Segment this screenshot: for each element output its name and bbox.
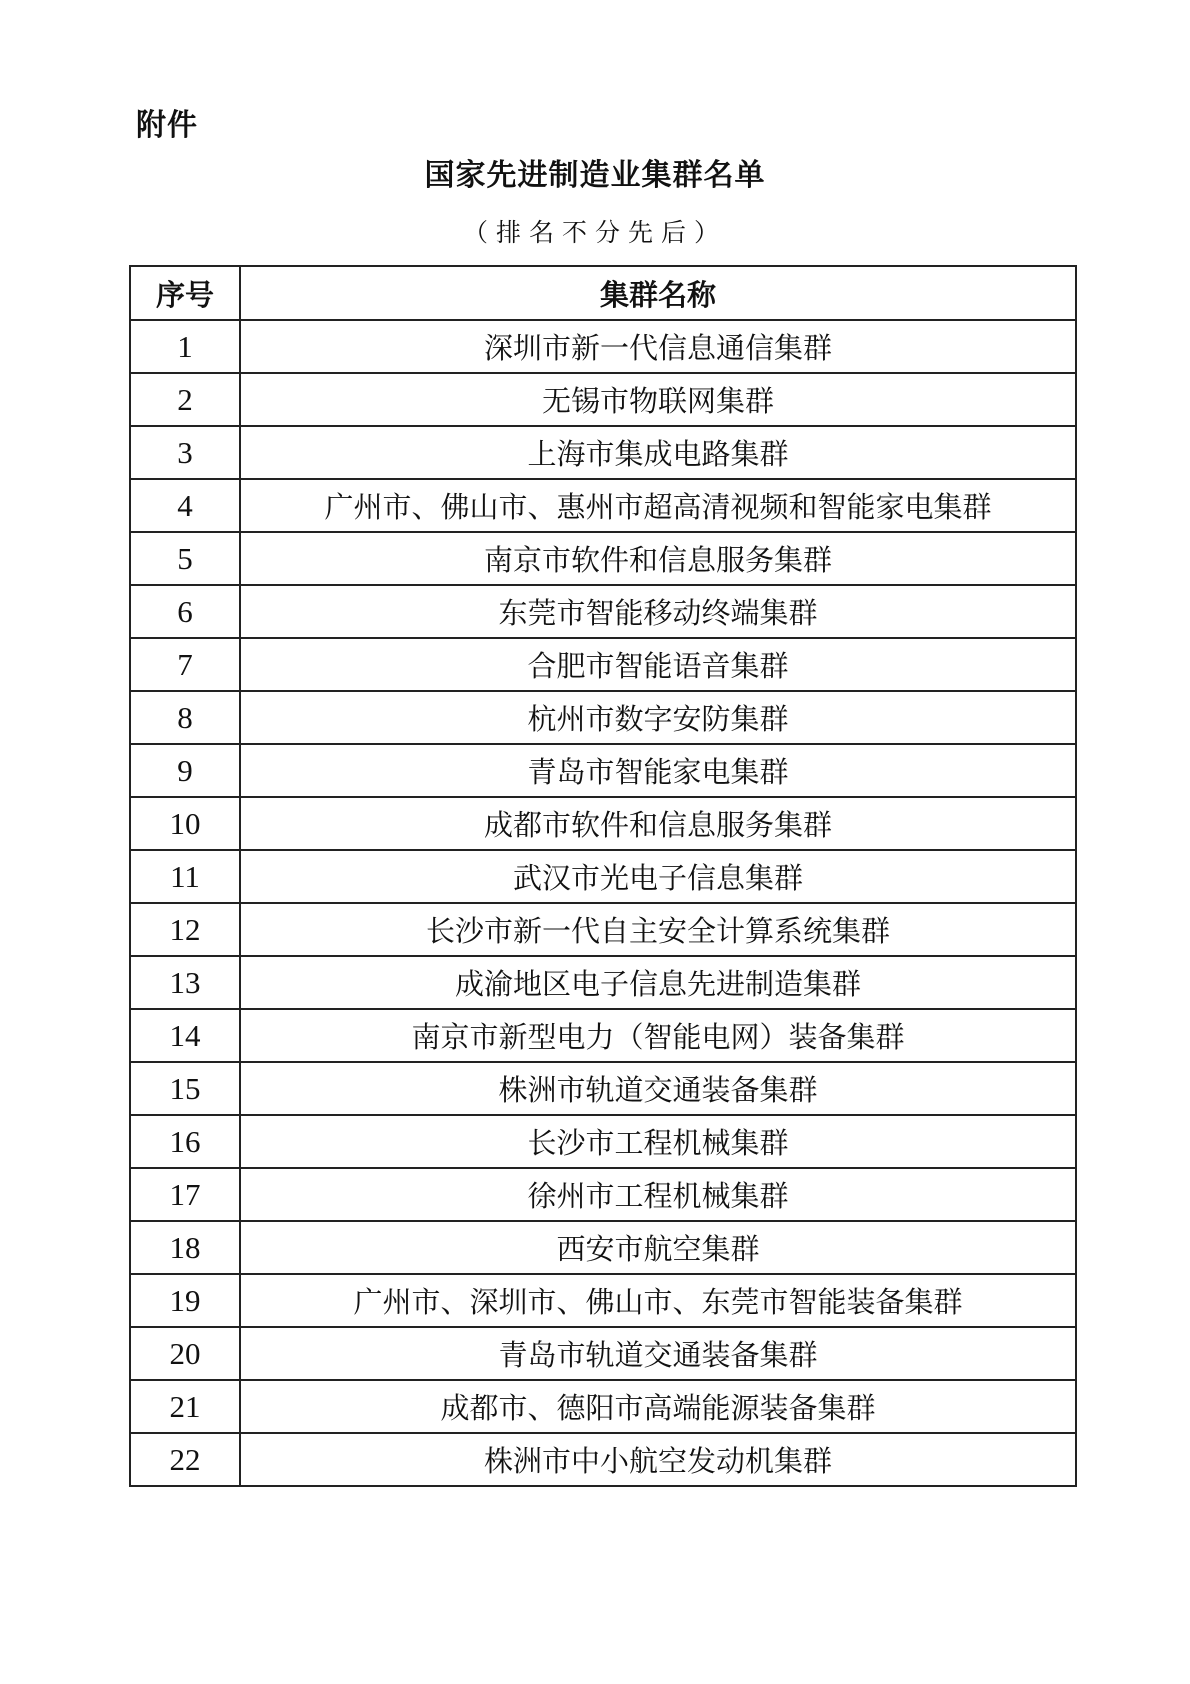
- cluster-name: 青岛市轨道交通装备集群: [240, 1327, 1076, 1380]
- table-row: [130, 1433, 1076, 1486]
- cluster-name: 株洲市中小航空发动机集群: [240, 1433, 1076, 1486]
- cluster-name: 长沙市工程机械集群: [240, 1115, 1076, 1168]
- column-header-number: 序号: [130, 266, 240, 320]
- cluster-name: 杭州市数字安防集群: [240, 691, 1076, 744]
- cluster-name: 长沙市新一代自主安全计算系统集群: [240, 903, 1076, 956]
- row-number: 1: [130, 320, 240, 373]
- table-header-row: [130, 266, 1076, 320]
- table-row: [130, 850, 1076, 903]
- cluster-name: 成渝地区电子信息先进制造集群: [240, 956, 1076, 1009]
- table-row: [130, 956, 1076, 1009]
- cluster-name: 合肥市智能语音集群: [240, 638, 1076, 691]
- table-row: [130, 1009, 1076, 1062]
- cluster-name: 东莞市智能移动终端集群: [240, 585, 1076, 638]
- table-row: [130, 744, 1076, 797]
- cluster-name: 青岛市智能家电集群: [240, 744, 1076, 797]
- cluster-name: 成都市、德阳市高端能源装备集群: [240, 1380, 1076, 1433]
- row-number: 21: [130, 1380, 240, 1433]
- cluster-name: 广州市、深圳市、佛山市、东莞市智能装备集群: [240, 1274, 1076, 1327]
- table-row: [130, 532, 1076, 585]
- table-row: [130, 797, 1076, 850]
- table-body: [130, 320, 1076, 1486]
- attachment-label: 附件: [136, 108, 198, 143]
- table-row: [130, 638, 1076, 691]
- row-number: 4: [130, 479, 240, 532]
- column-header-cluster-name: 集群名称: [240, 266, 1076, 320]
- row-number: 13: [130, 956, 240, 1009]
- table-row: [130, 1221, 1076, 1274]
- row-number: 8: [130, 691, 240, 744]
- cluster-name: 西安市航空集群: [240, 1221, 1076, 1274]
- cluster-table: [129, 265, 1077, 1487]
- row-number: 5: [130, 532, 240, 585]
- cluster-name: 株洲市轨道交通装备集群: [240, 1062, 1076, 1115]
- row-number: 2: [130, 373, 240, 426]
- cluster-name: 深圳市新一代信息通信集群: [240, 320, 1076, 373]
- table-row: [130, 320, 1076, 373]
- row-number: 7: [130, 638, 240, 691]
- row-number: 6: [130, 585, 240, 638]
- cluster-name: 无锡市物联网集群: [240, 373, 1076, 426]
- table-row: [130, 426, 1076, 479]
- row-number: 17: [130, 1168, 240, 1221]
- row-number: 16: [130, 1115, 240, 1168]
- row-number: 20: [130, 1327, 240, 1380]
- row-number: 22: [130, 1433, 240, 1486]
- table-row: [130, 479, 1076, 532]
- table-row: [130, 1168, 1076, 1221]
- table-row: [130, 1327, 1076, 1380]
- row-number: 15: [130, 1062, 240, 1115]
- row-number: 9: [130, 744, 240, 797]
- table-row: [130, 1115, 1076, 1168]
- row-number: 12: [130, 903, 240, 956]
- cluster-name: 成都市软件和信息服务集群: [240, 797, 1076, 850]
- table-row: [130, 903, 1076, 956]
- cluster-name: 南京市新型电力（智能电网）装备集群: [240, 1009, 1076, 1062]
- table-row: [130, 691, 1076, 744]
- row-number: 10: [130, 797, 240, 850]
- cluster-name: 广州市、佛山市、惠州市超高清视频和智能家电集群: [240, 479, 1076, 532]
- cluster-name: 南京市软件和信息服务集群: [240, 532, 1076, 585]
- row-number: 18: [130, 1221, 240, 1274]
- row-number: 3: [130, 426, 240, 479]
- row-number: 19: [130, 1274, 240, 1327]
- row-number: 11: [130, 850, 240, 903]
- cluster-name: 武汉市光电子信息集群: [240, 850, 1076, 903]
- cluster-name: 徐州市工程机械集群: [240, 1168, 1076, 1221]
- table-row: [130, 1062, 1076, 1115]
- table-row: [130, 1380, 1076, 1433]
- row-number: 14: [130, 1009, 240, 1062]
- table-row: [130, 373, 1076, 426]
- document-subtitle: （排名不分先后）: [462, 218, 727, 247]
- table-row: [130, 1274, 1076, 1327]
- document-title: 国家先进制造业集群名单: [424, 158, 766, 193]
- cluster-name: 上海市集成电路集群: [240, 426, 1076, 479]
- table-row: [130, 585, 1076, 638]
